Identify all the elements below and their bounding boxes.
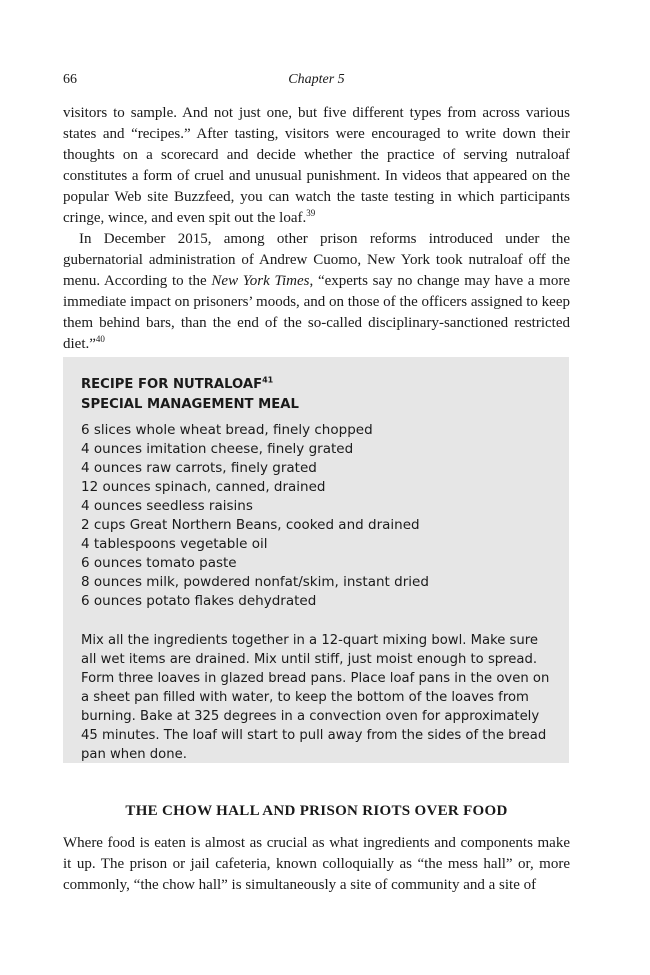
ingredient-item: 6 ounces potato flakes dehydrated [81,593,317,609]
recipe-title [81,375,551,415]
ingredient-item: 12 ounces spinach, canned, drained [81,479,326,495]
page-number: 66 [63,72,77,87]
body-text-upper [63,103,570,355]
paragraph-2 [63,229,570,355]
recipe-title-line-2: SPECIAL MANAGEMENT MEAL [81,397,299,412]
footnote-ref-40[interactable]: 40 [95,334,105,344]
paragraph-1-text: visitors to sample. And not just one, but five different types from across various states and “recipes.” After tasting, visitors were encouraged to write down their thoughts on a scorecard and decide whether the practice of serving nutraloaf constitutes a form of cruel and unusual punishment. In videos that appeared on the popular Web site Buzzfeed, you can watch the taste testing in which participants cringe, wince, and even spit out the loaf. [63,105,570,226]
ingredient-item: 4 ounces seedless raisins [81,498,253,514]
ingredient-item: 6 slices whole wheat bread, finely chopped [81,422,373,438]
recipe-instructions: Mix all the ingredients together in a 12-quart mixing bowl. Make sure all wet items are drained. Mix until stiff, just moist enough to spread. Form three loaves in glazed bread pans. Place loaf pans in the oven on a sheet pan filled with water, to keep the bottom of the loaves from burning. Bake at 325 degrees in a convection oven for approximately 45 minutes. The loaf will start to pull away from the sides of the bread pan when done. [81,633,550,762]
section-heading: THE CHOW HALL AND PRISON RIOTS OVER FOOD [125,803,508,819]
footnote-ref-41[interactable]: 41 [262,375,274,385]
recipe-box [63,357,569,763]
paragraph-3: Where food is eaten is almost as crucial as what ingredients and components make it up. The prison or jail cafeteria, known colloquially as “the mess hall” or, more commonly, “the chow hall” is simultaneously a site of community and a site of [63,835,570,893]
paragraph-2-text-before: In December 2015, among other prison reforms introduced under the gubernatorial administration of Andrew Cuomo, New York took nutraloaf off the menu. According to the [63,231,570,289]
ingredient-item: 4 ounces imitation cheese, finely grated [81,441,354,457]
paragraph-1 [63,103,570,229]
body-text-lower [63,833,570,896]
ingredient-item: 8 ounces milk, powdered nonfat/skim, instant dried [81,574,429,590]
publication-title: New York Times [211,273,310,289]
recipe-title-line-1: RECIPE FOR NUTRALOAF [81,377,263,392]
running-head: Chapter 5 [288,72,345,87]
ingredients-list [81,421,551,611]
page-header [63,72,570,90]
footnote-ref-39[interactable]: 39 [306,208,316,218]
ingredient-item: 4 ounces raw carrots, finely grated [81,460,317,476]
ingredient-item: 4 tablespoons vegetable oil [81,536,268,552]
ingredient-item: 2 cups Great Northern Beans, cooked and drained [81,517,420,533]
paragraph-2-text-after: , “experts say no change may have a more immediate impact on prisoners’ moods, and on those of the officers assigned to keep them behind bars, than the end of the so-called disciplinary-sanctioned restricted diet.” [63,273,570,352]
ingredient-item: 6 ounces tomato paste [81,555,237,571]
